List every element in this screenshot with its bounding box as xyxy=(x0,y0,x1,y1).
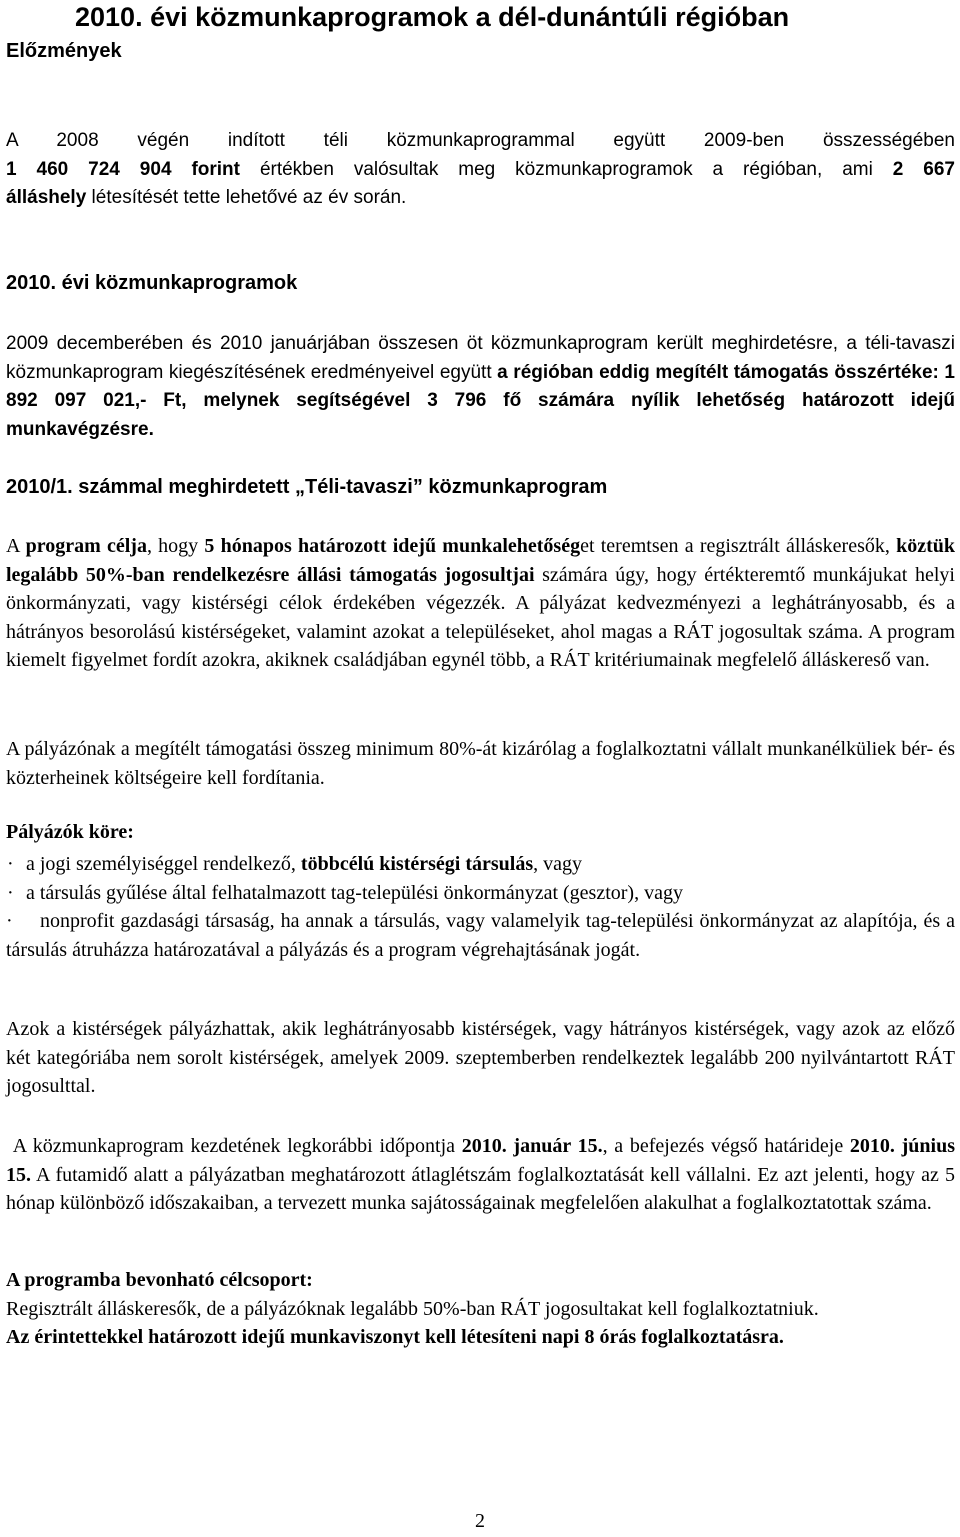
elozmenyek-line-3 xyxy=(6,184,955,213)
elozmenyek-line-1: A 2008 végén indított téli közmunkaprogrammal együtt 2009-ben összességében xyxy=(6,130,955,151)
elozmenyek-text-2: létesítését tette lehetővé az év során. xyxy=(86,187,407,208)
paragraph-support: A pályázónak a megítélt támogatási összeg minimum 80%-át kizárólag a foglalkoztatni vállalt munkanélküliek bér- és közterheinek költségeire kell fordítania. xyxy=(6,738,955,789)
goal-duration: 5 hónapos határozott idejű munkalehetőség xyxy=(204,535,581,557)
paragraph-program-goal xyxy=(6,532,955,675)
goal-target: köztük legalább 50%-ban rendelkezésre állási támogatás jogosultjai xyxy=(6,535,955,586)
bullet-dot: · xyxy=(6,910,13,932)
page-number: 2 xyxy=(475,1510,485,1532)
elozmenyek-amount: 1 460 724 904 forint xyxy=(6,158,240,180)
target-text: Regisztrált álláskeresők, de a pályázóknak legalább 50%-ban RÁT jogosultakat kell foglalkoztatniuk. xyxy=(6,1297,819,1320)
paragraph-eligibility: Azok a kistérségek pályázhattak, akik leghátrányosabb kistérségek, vagy hátrányos kistérségek, vagy azok az előző két kategóriába nem sorolt kistérségek, amelyek 2009. szeptemberben rendelkeztek legalább 200 nyilvántartott RÁT jogosulttal. xyxy=(6,1018,955,1097)
applicant-text-1b: többcélú kistérségi társulás xyxy=(300,853,534,875)
applicant-text-1c: , vagy xyxy=(533,853,583,875)
bullet-dot: · xyxy=(7,881,14,904)
applicants-list xyxy=(6,850,955,964)
applicant-text-3: nonprofit gazdasági társaság, ha annak a társulás, vagy valamelyik tag-települési önkormányzat az alapítója, és a társulás átruházza határozatával a pályázás és a program végrehajtásának jogát. xyxy=(6,910,955,961)
applicant-item-3 xyxy=(6,907,955,964)
applicant-text-2: a társulás gyűlése által felhatalmazott tag-települési önkormányzat (gesztor), vagy xyxy=(26,881,683,904)
elozmenyek-text: értékben valósultak meg közmunkaprogramok a régióban, ami xyxy=(240,158,893,180)
paragraph-2010-programs xyxy=(6,330,955,444)
timing-text-a: A közmunkaprogram kezdetének legkorábbi időpontja xyxy=(12,1135,462,1157)
programs-summary: a régióban eddig megítélt támogatás összértéke: 1 892 097 021,- Ft, melynek segítségével 3 796 fő számára nyílik lehetőség határozott idejű munkavégzésre. xyxy=(6,361,955,440)
paragraph-timing xyxy=(6,1132,955,1218)
programs-text: 2009 decemberében és 2010 januárjában összesen öt közmunkaprogram került meghirdetésre, a téli-tavaszi közmunkaprogram kiegészítésének eredményeivel együtt xyxy=(6,333,955,383)
elozmenyek-count: 2 667 xyxy=(892,158,955,180)
bullet-dot: · xyxy=(7,853,14,875)
heading-2010-programs: 2010. évi közmunkaprogramok xyxy=(6,272,298,294)
goal-text-1: A xyxy=(6,535,26,557)
document-title: 2010. évi közmunkaprogramok a dél-dunántúli régióban xyxy=(75,2,790,32)
elozmenyek-line-2 xyxy=(6,156,955,185)
goal-program-celja: program célja xyxy=(25,535,147,557)
heading-elozmenyek: Előzmények xyxy=(6,40,122,62)
heading-teli-tavaszi: 2010/1. számmal meghirdetett „Téli-tavaszi” közmunkaprogram xyxy=(6,476,608,498)
timing-text-c: , a befejezés végső határideje xyxy=(602,1135,850,1157)
applicant-item-1 xyxy=(6,850,955,879)
goal-text-2: , hogy xyxy=(146,535,205,557)
elozmenyek-allashely: álláshely xyxy=(6,187,87,208)
goal-text-3: et teremtsen a regisztrált álláskeresők, xyxy=(580,535,897,557)
heading-target-group: A programba bevonható célcsoport: xyxy=(6,1269,313,1291)
applicant-item-2 xyxy=(6,879,955,908)
applicant-text-1a: a jogi személyiséggel rendelkező, xyxy=(26,853,301,875)
target-group xyxy=(6,1266,955,1352)
goal-text-4: számára úgy, hogy értékteremtő munkájukat helyi önkormányzati, vagy kistérségi célok érdekében végezzék. A pályázat kedvezményezi a leghátrányosabb, és a hátrányos besorolású kistérségeket, valamint azokat a településeket, ahol magas a RÁT jogosultak száma. A program kiemelt figyelmet fordít azokra, akiknek családjában egynél több, a RÁT kritériumainak megfelelő álláskereső van. xyxy=(6,563,955,671)
timing-text-e: A futamidő alatt a pályázatban meghatározott átlaglétszám foglalkoztatását kell vállalni. Ez azt jelenti, hogy az 5 hónap különböző időszakaiban, a tervezett munka sajátosságainak megfelelően alakulhat a foglalkoztatottak száma. xyxy=(6,1163,955,1214)
paragraph-elozmenyek xyxy=(6,127,955,213)
timing-end-date: 2010. június 15. xyxy=(6,1135,956,1186)
timing-start-date: 2010. január 15. xyxy=(461,1135,603,1157)
target-bold-text: Az érintettekkel határozott idejű munkaviszonyt kell létesíteni napi 8 órás foglalkoztatásra. xyxy=(6,1326,784,1348)
heading-palyazok-kore: Pályázók köre: xyxy=(6,821,134,843)
